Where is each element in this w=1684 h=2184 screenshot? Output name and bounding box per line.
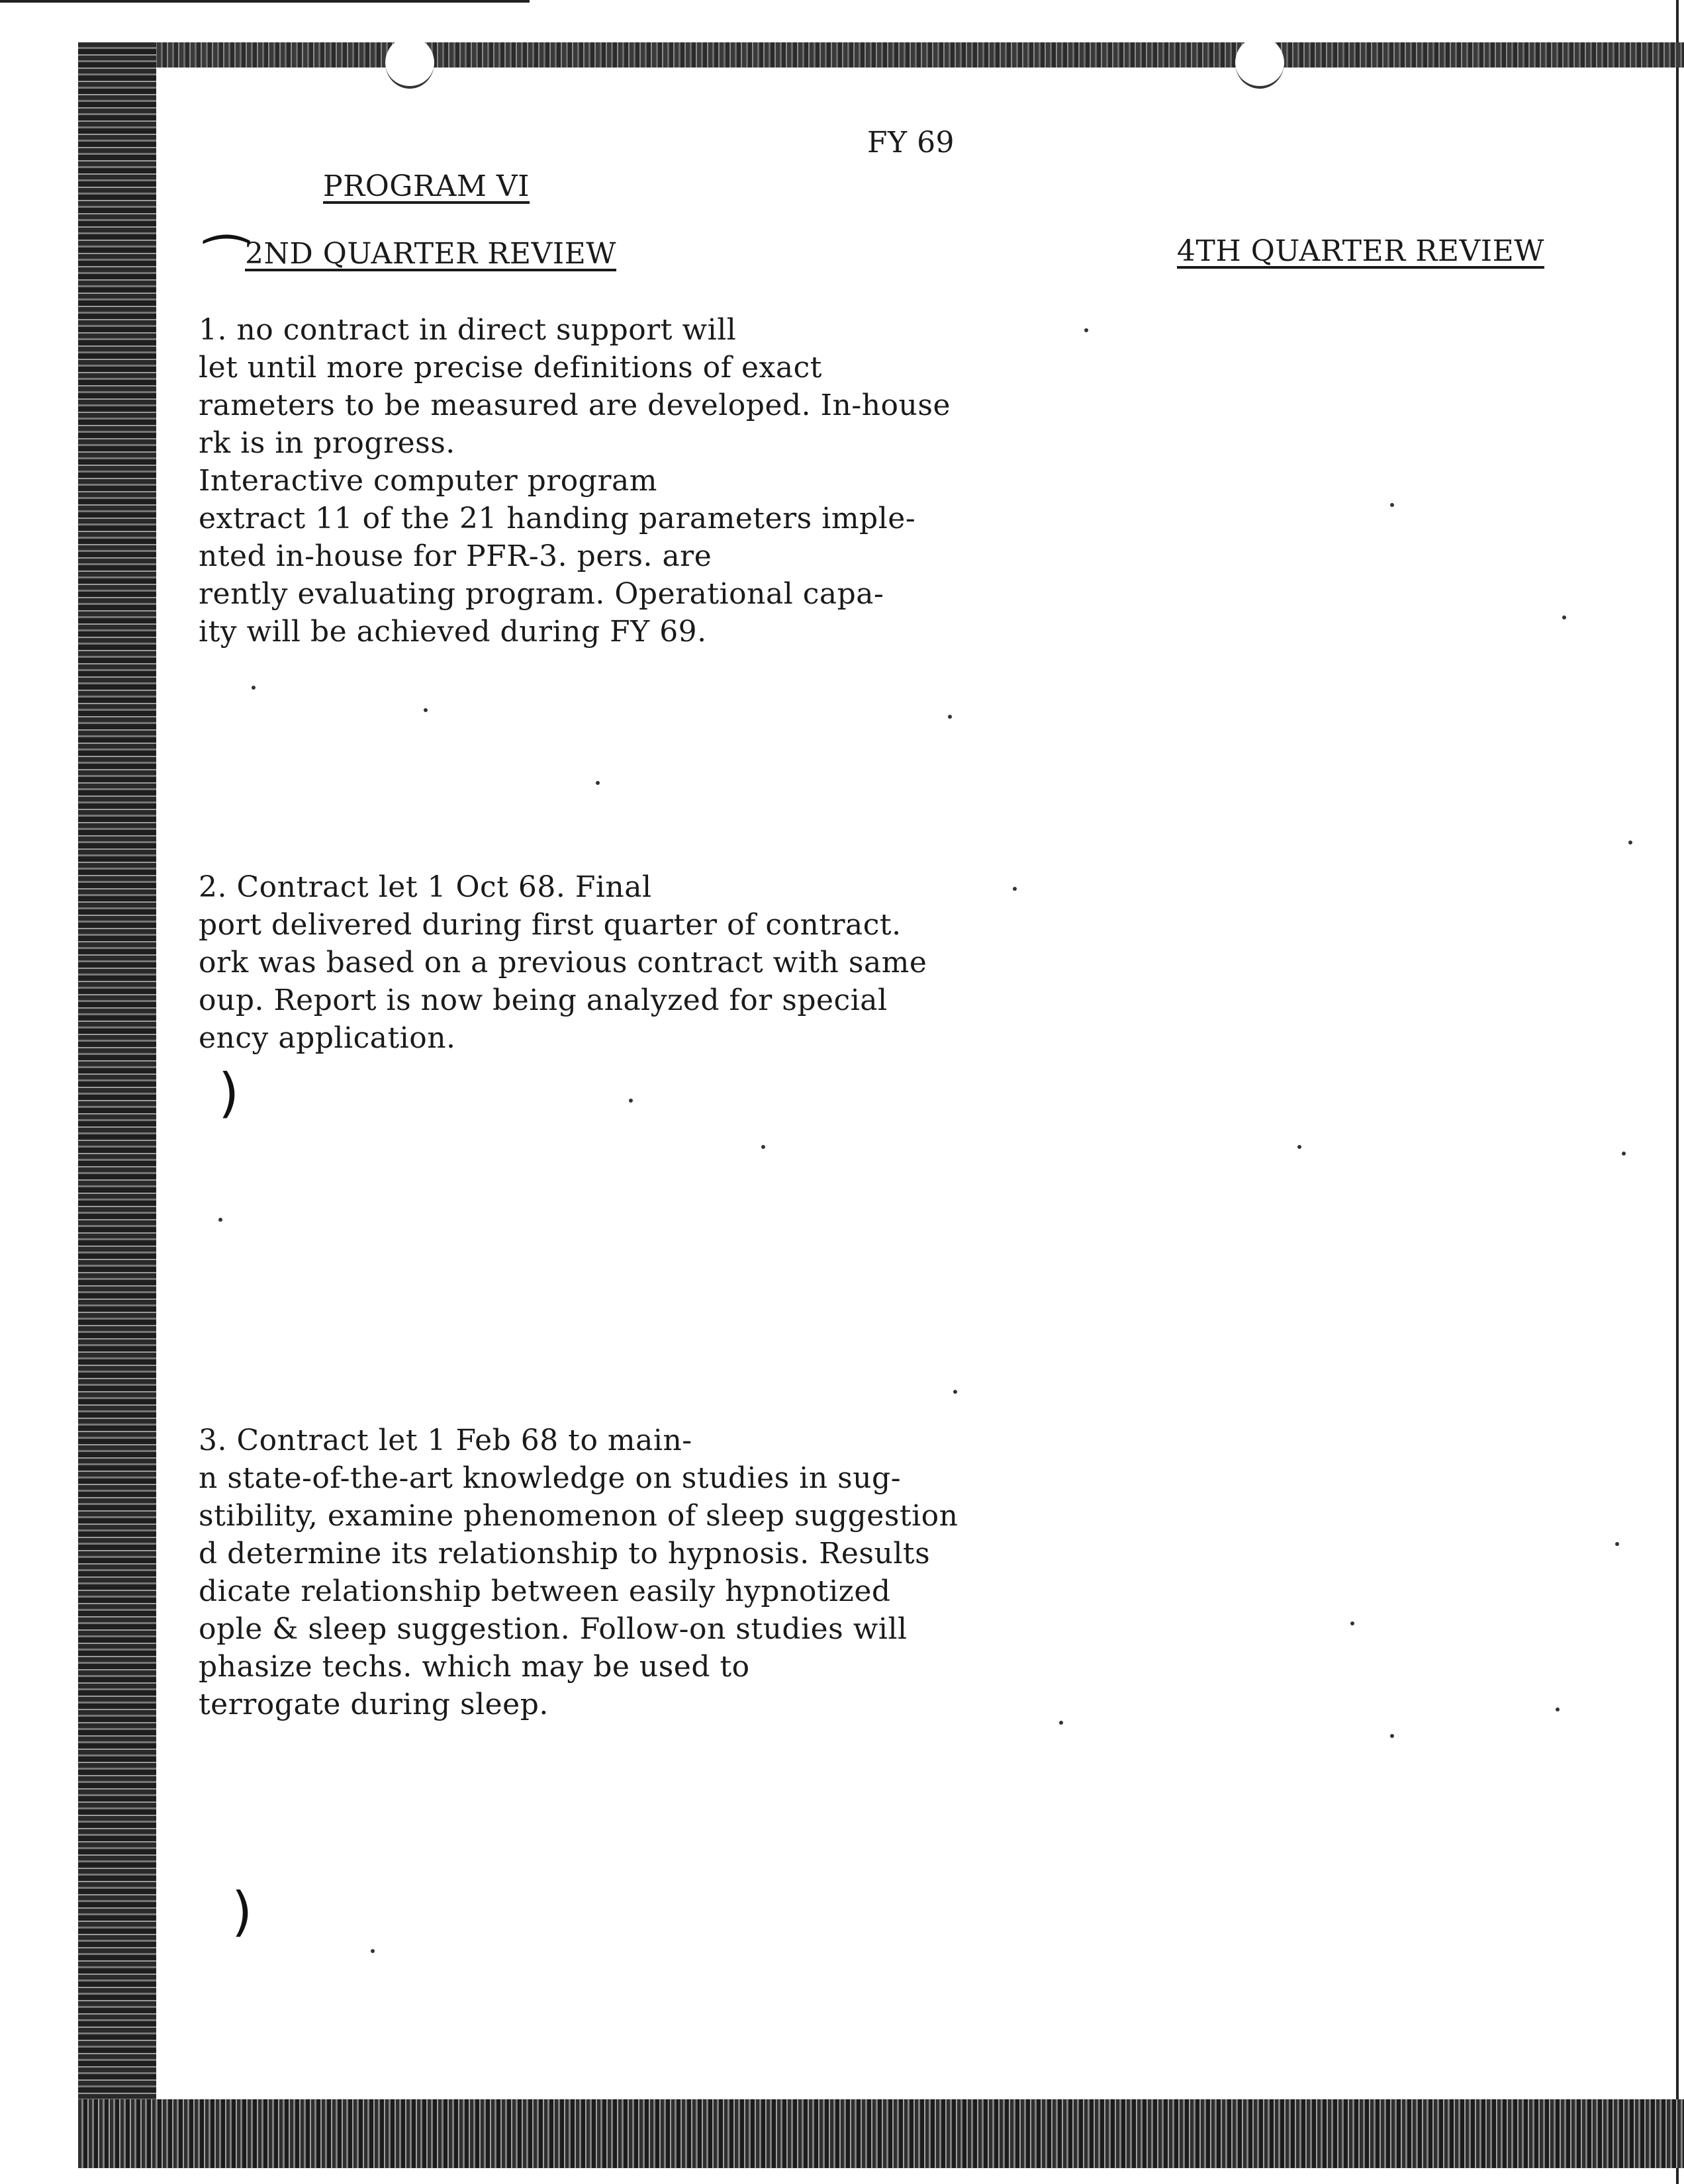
- speck: [218, 1218, 222, 1222]
- scan-border-bottom: [78, 2099, 1684, 2168]
- speck: [1390, 503, 1394, 507]
- fourth-quarter-heading: 4TH QUARTER REVIEW: [1177, 234, 1544, 268]
- paragraph-line: phasize techs. which may be used to: [199, 1650, 750, 1684]
- speck: [424, 708, 428, 712]
- speck: [761, 1145, 765, 1149]
- speck: [1562, 615, 1566, 619]
- paragraph-line: terrogate during sleep.: [199, 1688, 549, 1721]
- paragraph-line: Interactive computer program: [199, 464, 657, 498]
- speck: [1628, 841, 1632, 844]
- paragraph-line: extract 11 of the 21 handing parameters imple-: [199, 502, 916, 535]
- paragraph-line: stibility, examine phenomenon of sleep suggestion: [199, 1499, 959, 1533]
- speck: [629, 1099, 633, 1103]
- speck: [1013, 887, 1017, 891]
- paragraph-line: 3. Contract let 1 Feb 68 to main-: [199, 1424, 692, 1457]
- scan-border-top: [78, 42, 1684, 68]
- program-title: PROGRAM VI: [323, 169, 530, 203]
- paragraph-line: n state-of-the-art knowledge on studies in sug-: [199, 1461, 902, 1495]
- speck: [1084, 328, 1088, 332]
- paragraph-line: nted in-house for PFR-3. pers. are: [199, 539, 712, 573]
- speck: [596, 781, 600, 785]
- paragraph-line: 1. no contract in direct support will: [199, 313, 737, 347]
- paragraph-item-2: [199, 868, 927, 1057]
- paragraph-line: d determine its relationship to hypnosis. Results: [199, 1537, 931, 1570]
- bracket-mark: ⁀: [205, 235, 248, 296]
- paragraph-line: 2. Contract let 1 Oct 68. Final: [199, 870, 652, 904]
- paragraph-line: dicate relationship between easily hypnotized: [199, 1574, 891, 1608]
- paragraph-line: let until more precise definitions of exact: [199, 351, 822, 385]
- paragraph-line: ity will be achieved during FY 69.: [199, 615, 707, 649]
- bracket-mark: ): [232, 1881, 253, 1942]
- paragraph-line: ople & sleep suggestion. Follow-on studies will: [199, 1612, 908, 1646]
- paragraph-line: rk is in progress.: [199, 426, 455, 460]
- speck: [1390, 1734, 1394, 1738]
- paragraph-line: port delivered during first quarter of contract.: [199, 908, 902, 942]
- second-quarter-heading: 2ND QUARTER REVIEW: [245, 237, 617, 271]
- bracket-mark: ): [218, 1062, 240, 1124]
- scan-right-rule: [1676, 0, 1679, 2184]
- paragraph-item-1: [199, 311, 951, 651]
- speck: [1615, 1542, 1619, 1546]
- paragraph-line: rently evaluating program. Operational capa-: [199, 577, 884, 611]
- paragraph-line: ency application.: [199, 1021, 456, 1055]
- paragraph-line: rameters to be measured are developed. In-house: [199, 388, 951, 422]
- paragraph-item-3: [199, 1422, 959, 1723]
- paragraph-line: oup. Report is now being analyzed for special: [199, 983, 888, 1017]
- speck: [953, 1390, 957, 1394]
- speck: [371, 1949, 375, 1953]
- paragraph-line: ork was based on a previous contract with same: [199, 946, 927, 979]
- speck: [1297, 1145, 1301, 1149]
- scan-top-rule: [0, 0, 530, 3]
- fiscal-year-label: FY 69: [867, 126, 955, 159]
- speck: [1622, 1152, 1626, 1156]
- speck: [1350, 1621, 1354, 1625]
- speck: [1556, 1707, 1560, 1711]
- speck: [252, 686, 256, 690]
- punch-hole-right: [1235, 37, 1284, 89]
- speck: [1059, 1721, 1063, 1725]
- speck: [948, 715, 952, 719]
- scan-border-left: [78, 42, 156, 2168]
- punch-hole-left: [385, 37, 434, 89]
